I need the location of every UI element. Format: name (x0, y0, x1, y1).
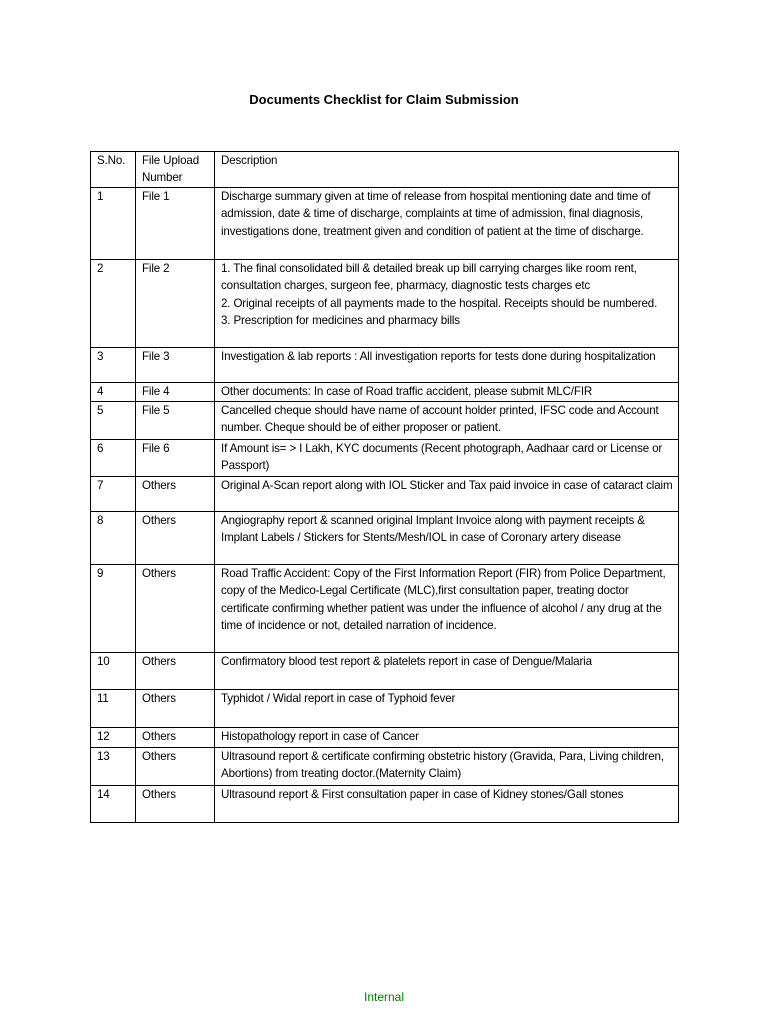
row-sno: 13 (91, 747, 136, 785)
table-row (91, 564, 679, 652)
row-file: Others (136, 689, 215, 727)
row-description: Other documents: In case of Road traffic accident, please submit MLC/FIR (215, 382, 679, 401)
row-description: Typhidot / Widal report in case of Typhoid fever (215, 689, 679, 727)
row-description: Ultrasound report & certificate confirming obstetric history (Gravida, Para, Living children, Abortions) from treating doctor.(Maternity Claim) (215, 747, 679, 785)
row-sno: 4 (91, 382, 136, 401)
row-description: Histopathology report in case of Cancer (215, 727, 679, 747)
row-sno: 9 (91, 564, 136, 652)
page-title: Documents Checklist for Claim Submission (249, 92, 519, 107)
row-file: Others (136, 476, 215, 511)
table-row (91, 652, 679, 689)
table-row (91, 401, 679, 439)
row-description: Road Traffic Accident: Copy of the First Information Report (FIR) from Police Department, copy of the Medico-Legal Certificate (MLC),first consultation paper, treating doctor certificate confirming whether patient was under the influence of alcohol / any drug at the time of incidence or not, detailed narration of incidence. (215, 564, 679, 652)
row-description: Cancelled cheque should have name of account holder printed, IFSC code and Account number. Cheque should be of either proposer or patient. (215, 401, 679, 439)
row-file: Others (136, 564, 215, 652)
table-row (91, 747, 679, 785)
row-description: Discharge summary given at time of release from hospital mentioning date and time of admission, date & time of discharge, complaints at time of admission, final diagnosis, investigations done, treatment given and condition of patient at the time of discharge. (215, 187, 679, 259)
row-file: File 4 (136, 382, 215, 401)
row-sno: 1 (91, 187, 136, 259)
row-sno: 8 (91, 511, 136, 564)
row-description: If Amount is= > I Lakh, KYC documents (Recent photograph, Aadhaar card or License or Passport) (215, 439, 679, 476)
row-file: File 1 (136, 187, 215, 259)
header-file-upload-number: File Upload Number (136, 152, 215, 188)
row-sno: 10 (91, 652, 136, 689)
row-description: Confirmatory blood test report & platelets report in case of Dengue/Malaria (215, 652, 679, 689)
row-sno: 12 (91, 727, 136, 747)
row-sno: 2 (91, 259, 136, 347)
row-sno: 5 (91, 401, 136, 439)
table-header-row (91, 152, 679, 188)
row-description: Investigation & lab reports : All investigation reports for tests done during hospitalization (215, 347, 679, 382)
table-row (91, 511, 679, 564)
row-file: Others (136, 785, 215, 822)
row-description: Ultrasound report & First consultation paper in case of Kidney stones/Gall stones (215, 785, 679, 822)
header-sno: S.No. (91, 152, 136, 188)
header-description: Description (215, 152, 679, 188)
row-file: File 6 (136, 439, 215, 476)
table-row (91, 689, 679, 727)
row-description: 1. The final consolidated bill & detailed break up bill carrying charges like room rent, consultation charges, surgeon fee, pharmacy, diagnostic tests charges etc 2. Original receipts of all payments made to the hospital. Receipts should be numbered. 3. Prescription for medicines and pharmacy bills (215, 259, 679, 347)
table-row (91, 187, 679, 259)
classification-label: Internal (363, 990, 405, 1004)
row-file: File 2 (136, 259, 215, 347)
row-file: Others (136, 727, 215, 747)
row-file: File 3 (136, 347, 215, 382)
row-sno: 6 (91, 439, 136, 476)
row-sno: 11 (91, 689, 136, 727)
table-row (91, 382, 679, 401)
row-sno: 7 (91, 476, 136, 511)
table-row (91, 347, 679, 382)
row-file: File 5 (136, 401, 215, 439)
row-file: Others (136, 652, 215, 689)
table-row (91, 259, 679, 347)
row-file: Others (136, 511, 215, 564)
row-sno: 14 (91, 785, 136, 822)
checklist-table (90, 151, 679, 823)
row-description: Original A-Scan report along with IOL Sticker and Tax paid invoice in case of cataract claim (215, 476, 679, 511)
row-description: Angiography report & scanned original Implant Invoice along with payment receipts & Implant Labels / Stickers for Stents/Mesh/IOL in case of Coronary artery disease (215, 511, 679, 564)
row-sno: 3 (91, 347, 136, 382)
table-row (91, 439, 679, 476)
table-row (91, 785, 679, 822)
table-row (91, 476, 679, 511)
row-file: Others (136, 747, 215, 785)
table-row (91, 727, 679, 747)
